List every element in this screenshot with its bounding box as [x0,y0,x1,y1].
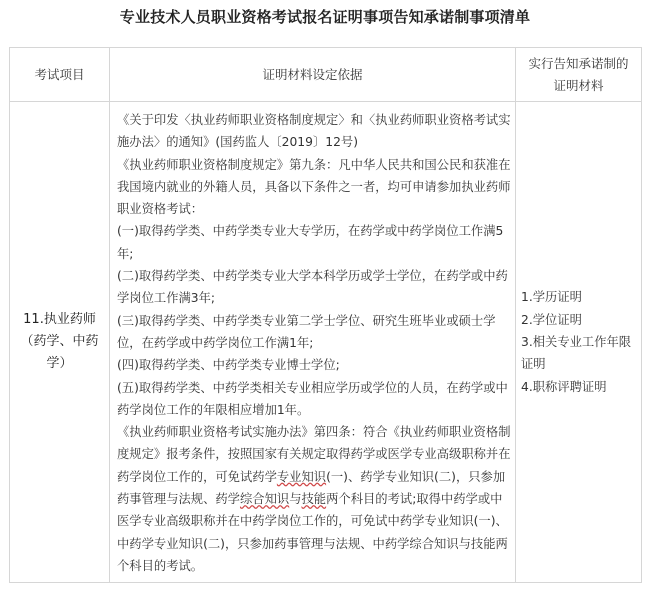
basis-text: 与 [289,492,302,507]
basis-paragraph: (一)取得药学类、中药学类专业大专学历，在药学或中药学岗位工作满5年; [117,224,504,261]
header-materials [516,48,642,102]
material-item: 1.学历证明 [521,290,582,305]
exam-item-line1: 11.执业药师 [23,312,96,328]
page-title: 专业技术人员职业资格考试报名证明事项告知承诺制事项清单 [119,8,531,26]
header-materials-line1: 实行告知承诺制的 [528,55,629,71]
table-header-row [10,48,642,102]
material-item: 4.职称评聘证明 [521,379,607,394]
exam-item-line2: （药学、中药 [20,334,99,350]
basis-text: 两个科目的考试;取得中药学或中医学专业高级职称并在中药学岗位工作的，可免试中药学专业知识(一)、中药学专业知识(二)，只参加药事管理与法规、中药学综合知识与技能两个科目的考试。 [117,492,508,573]
basis-text: 《执业药师职业资格考试实施办法》第四条：符合《执业药师职业资格制度规定》报考条件，按照国家有关规定取得药学或医学专业高级职称并在药学岗位工作的，可免试药学 [117,425,511,484]
material-item: 2.学位证明 [521,312,582,327]
basis-paragraph: (二)取得药学类、中药学类专业大学本科学历或学士学位，在药学或中药学岗位工作满3年; [117,269,508,306]
basis-paragraph [117,421,511,577]
exam-item-line3: 学） [46,356,73,372]
keyword-link[interactable]: 专业知识 [276,469,327,484]
table-row [10,102,642,583]
basis-paragraph: (五)取得药学类、中药学类相关专业相应学历或学位的人员，在药学或中药学岗位工作的年限相应增加1年。 [117,380,508,417]
header-exam-item: 考试项目 [10,48,110,102]
basis-text: (一)、药学专业知识(二)，只参加药事管理与法规、药学 [117,469,506,507]
basis-paragraph: (四)取得药学类、中药学类专业博士学位; [117,358,340,373]
header-materials-line2: 证明材料 [553,77,604,93]
exam-item-cell [10,102,110,583]
basis-paragraph: 《执业药师职业资格制度规定》第九条：凡中华人民共和国公民和获准在我国境内就业的外籍人员，具备以下条件之一者，均可申请参加执业药师职业资格考试： [117,157,511,217]
keyword-link[interactable]: 技能 [301,492,327,507]
header-basis: 证明材料设定依据 [110,48,516,102]
basis-paragraph: 《关于印发〈执业药师职业资格制度规定〉和〈执业药师职业资格考试实施办法〉的通知》(国药监人〔2019〕12号) [117,113,511,150]
keyword-link[interactable]: 综合知识 [239,492,290,507]
requirements-table [9,47,642,583]
basis-cell [110,102,516,583]
material-item: 3.相关专业工作年限证明 [521,334,632,372]
materials-cell [516,102,642,583]
basis-paragraph: (三)取得药学类、中药学类专业第二学士学位、研究生班毕业或硕士学位，在药学或中药学岗位工作满1年; [117,313,496,350]
